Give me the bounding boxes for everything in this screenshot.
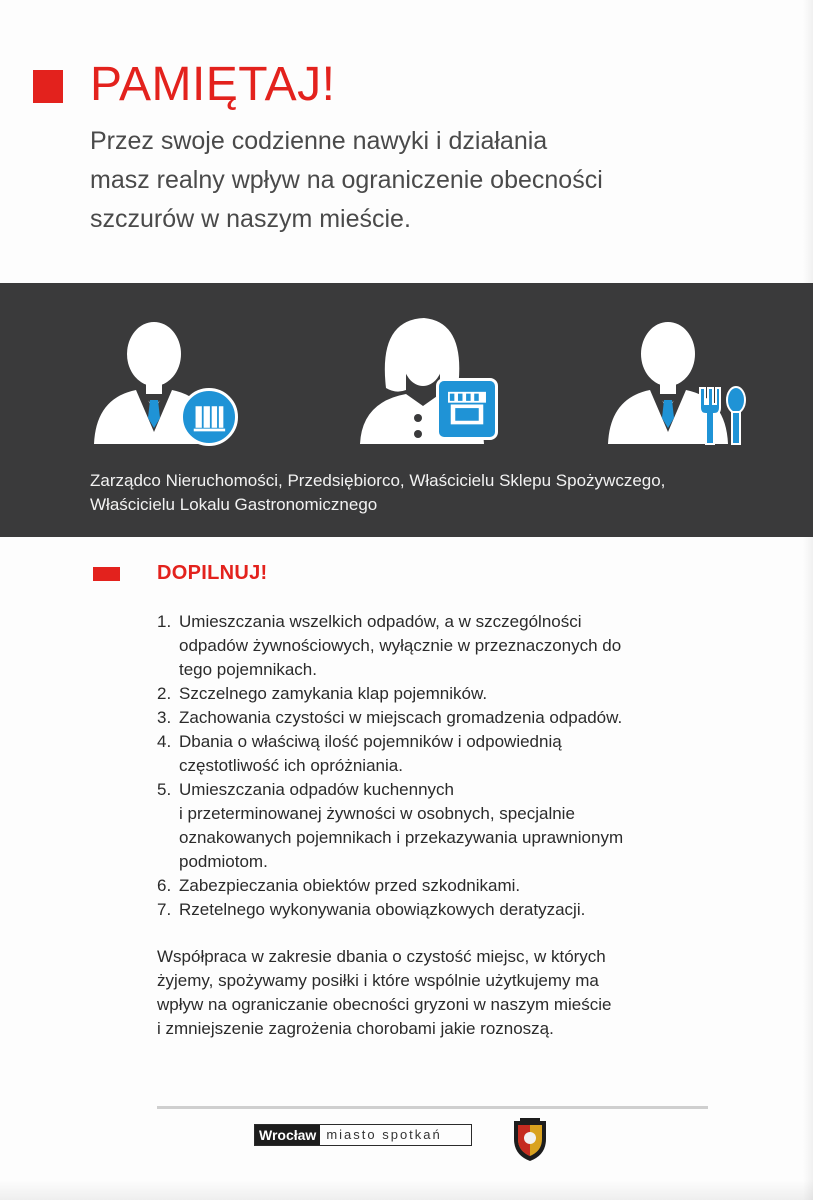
item-number: 7. [157,900,172,919]
page-bottom-shadow [0,1180,813,1200]
item-number: 4. [157,732,172,751]
list-item [157,730,717,778]
item-line: Zabezpieczania obiektów przed szkodnikami. [179,876,521,895]
checklist [157,610,717,922]
footer-divider [157,1106,708,1109]
item-line: oznakowanych pojemnikach i przekazywania uprawnionym [179,828,624,847]
section-title: DOPILNUJ! [157,562,268,584]
subtitle-line: masz realny wpływ na ograniczenie obecności [90,166,603,194]
item-line: Zachowania czystości w miejscach gromadzenia odpadów. [179,708,623,727]
shop-icon [436,378,498,440]
wroclaw-logo [254,1124,472,1146]
list-item [157,778,717,874]
item-number: 6. [157,876,172,895]
paragraph-line: żyjemy, spożywamy posiłki i które wspólnie użytkujemy ma [157,971,599,990]
item-line: Umieszczania odpadów kuchennych [179,780,454,799]
logo-city: Wrocław [255,1125,320,1145]
page-edge-shadow [803,0,813,1200]
item-line: Rzetelnego wykonywania obowiązkowych deratyzacji. [179,900,586,919]
item-number: 3. [157,708,172,727]
item-number: 1. [157,612,172,631]
item-line: Szczelnego zamykania klap pojemników. [179,684,488,703]
item-line: Umieszczania wszelkich odpadów, a w szczególności [179,612,582,631]
item-line: podmiotom. [179,852,268,871]
list-item [157,610,717,682]
item-number: 5. [157,780,172,799]
item-line: tego pojemnikach. [179,660,317,679]
caption-line: Właścicielu Lokalu Gastronomicznego [90,495,378,514]
item-line: odpadów żywnościowych, wyłącznie w przeznaczonych do [179,636,622,655]
item-line: Dbania o właściwą ilość pojemników i odpowiednią [179,732,562,751]
section-red-marker [93,567,120,581]
list-item [157,706,717,730]
header-subtitle [90,122,730,239]
paragraph-line: Współpraca w zakresie dbania o czystość miejsc, w których [157,947,606,966]
caption-line: Zarządco Nieruchomości, Przedsiębiorco, Właścicielu Sklepu Spożywczego, [90,471,666,490]
city-guard-crest-icon [510,1117,550,1163]
list-item [157,874,717,898]
item-number: 2. [157,684,172,703]
subtitle-line: szczurów w naszym mieście. [90,205,411,233]
list-item [157,898,717,922]
page-title: PAMIĘTAJ! [90,58,336,111]
list-item [157,682,717,706]
paragraph-line: wpływ na ograniczanie obecności gryzoni w naszym mieście [157,995,612,1014]
books-icon [180,388,238,446]
closing-paragraph [157,945,717,1041]
item-line: częstotliwość ich opróżniania. [179,756,403,775]
paragraph-line: i zmniejszenie zagrożenia chorobami jakie roznoszą. [157,1019,554,1038]
logo-tagline: miasto spotkań [326,1127,442,1142]
subtitle-line: Przez swoje codzienne nawyki i działania [90,127,548,155]
audience-caption [90,469,665,517]
item-line: i przeterminowanej żywności w osobnych, specjalnie [179,804,575,823]
header-red-square [33,70,63,103]
cutlery-icon [690,384,752,446]
